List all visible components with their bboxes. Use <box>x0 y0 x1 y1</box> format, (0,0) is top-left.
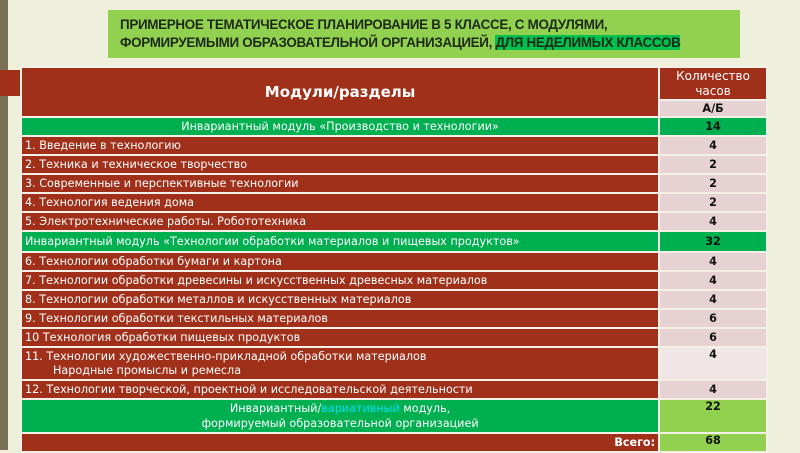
table-row <box>21 271 767 290</box>
row-label-text: 7. Технологии обработки древесины и искусственных древесных материалов <box>25 273 488 287</box>
plan-table <box>20 66 768 453</box>
row-label <box>21 136 659 155</box>
row-label <box>21 271 659 290</box>
module-row <box>21 231 767 252</box>
table-row <box>21 174 767 193</box>
table-row <box>21 252 767 271</box>
row-hours: 2 <box>659 193 767 212</box>
slide-title <box>108 10 740 58</box>
module-label: Инвариантный модуль «Технологии обработки материалов и пищевых продуктов» <box>21 231 659 252</box>
row-label-text: 12. Технологии творческой, проектной и исследовательской деятельности <box>25 382 473 396</box>
row-label-text: 5. Электротехнические работы. Робототехника <box>25 214 307 228</box>
total-hours: 68 <box>659 433 767 452</box>
total-row <box>21 433 767 452</box>
module-row <box>21 399 767 433</box>
row-label-text: 9. Технологии обработки текстильных материалов <box>25 311 328 325</box>
row-hours: 4 <box>659 380 767 399</box>
module-label <box>21 399 659 433</box>
module-label: Инвариантный модуль «Производство и технологии» <box>21 117 659 136</box>
title-text: ФОРМИРУЕМЫМИ ОБРАЗОВАТЕЛЬНОЙ ОРГАНИЗАЦИЕЙ, <box>120 35 496 50</box>
row-hours: 4 <box>659 252 767 271</box>
row-label-text: 3. Современные и перспективные технологии <box>25 176 299 190</box>
header-modules: Модули/разделы <box>21 67 659 117</box>
title-line-1: ПРИМЕРНОЕ ТЕМАТИЧЕСКОЕ ПЛАНИРОВАНИЕ В 5 КЛАССЕ, С МОДУЛЯМИ, <box>120 17 608 32</box>
table-row <box>21 212 767 231</box>
row-label-text: 10 Технология обработки пищевых продуктов <box>25 330 301 344</box>
row-hours: 6 <box>659 328 767 347</box>
module-hours: 14 <box>659 117 767 136</box>
row-label <box>21 193 659 212</box>
row-hours: 2 <box>659 174 767 193</box>
title-highlight: ДЛЯ НЕДЕЛИМЫХ КЛАССОВ <box>495 35 681 50</box>
row-label <box>21 155 659 174</box>
module-hours: 32 <box>659 231 767 252</box>
module-label-b: вариативный <box>321 402 400 415</box>
row-label <box>21 290 659 309</box>
module-label-a: Инвариантный/ <box>229 402 322 415</box>
row-label-text: 2. Техника и техническое творчество <box>25 157 248 171</box>
table-row <box>21 290 767 309</box>
row-hours: 4 <box>659 347 767 380</box>
header-ab: А/Б <box>659 100 767 117</box>
module-hours: 22 <box>659 399 767 433</box>
header-hours: Количество часов <box>659 67 767 100</box>
module-label-line2: формируемый образовательной организацией <box>201 417 479 430</box>
row-label-text: 1. Введение в технологию <box>25 138 181 152</box>
module-label-c: модуль, <box>399 402 451 415</box>
row-label <box>21 252 659 271</box>
title-line-2 <box>120 34 728 52</box>
row-label <box>21 212 659 231</box>
table-row <box>21 193 767 212</box>
row-hours: 4 <box>659 212 767 231</box>
table-row <box>21 328 767 347</box>
row-hours: 2 <box>659 155 767 174</box>
table-row <box>21 136 767 155</box>
row-hours: 6 <box>659 309 767 328</box>
module-row <box>21 117 767 136</box>
row-label-text: 8. Технологии обработки металлов и искусственных материалов <box>25 292 412 306</box>
row-label-text: 4. Технология ведения дома <box>25 195 194 209</box>
row-hours: 4 <box>659 271 767 290</box>
row-label <box>21 174 659 193</box>
row-label <box>21 309 659 328</box>
total-label: Всего: <box>21 433 659 452</box>
left-decor-bar <box>0 0 8 450</box>
table-row <box>21 155 767 174</box>
table-row <box>21 380 767 399</box>
table-row <box>21 347 767 380</box>
row-hours: 4 <box>659 136 767 155</box>
row-label <box>21 380 659 399</box>
row-label-text: 11. Технологии художественно-прикладной обработки материалов <box>25 349 427 363</box>
table-row <box>21 309 767 328</box>
row-hours: 4 <box>659 290 767 309</box>
row-label <box>21 328 659 347</box>
row-label-text-2: Народные промыслы и ремесла <box>53 363 242 377</box>
row-label <box>21 347 659 380</box>
row-label-text: 6. Технологии обработки бумаги и картона <box>25 254 282 268</box>
